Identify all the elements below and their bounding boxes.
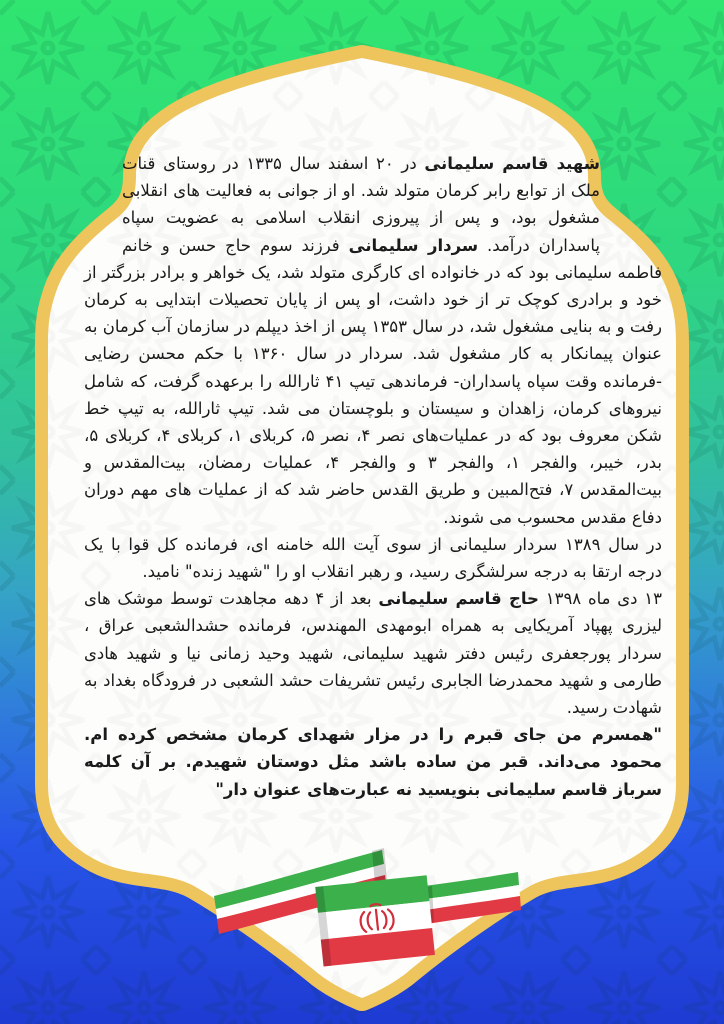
biography-text [84,150,662,803]
text-segment: بعد از ۴ دهه مجاهدت توسط موشک های لیزری پهپاد آمریکایی به همراه ابومهدی المهندس، فرمانده حشدالشعبی عراق ، سردار پورجعفری رئیس دفتر شهید سلیمانی، شهید وحید زمانی نیا و شهید هادی طارمی و شهید محمدرضا الجابری رئیس تشریفات حشد الشعبی در فرودگاه بغداد به شهادت رسید. [84,589,662,718]
bio-paragraph [84,150,662,531]
bio-paragraph [84,721,662,803]
frame-shape-spacer-left [84,150,122,232]
text-segment: شهید قاسم سلیمانی [424,154,601,173]
text-segment: ۱۳ دی ماه ۱۳۹۸ [538,589,663,609]
text-segment: حاج قاسم سلیمانی [378,589,539,609]
text-segment: "همسرم من جای قبرم را در مزار شهدای کرمان مشخص کرده ام. محمود می‌داند. قبر من ساده باشد مثل دوستان شهیدم. بر آن کلمه سرباز قاسم سلیمانی بنویسید نه عبارت‌های عنوان دار" [84,725,662,799]
text-segment: در سال ۱۳۸۹ سردار سلیمانی از سوی آیت الله خامنه ای، فرمانده کل قوا با یک درجه ارتقا به درجه سرلشگری رسید، و رهبر انقلاب او را "شهید زنده" نامید. [84,534,662,582]
iran-flag-panel [315,875,435,966]
text-segment: در ۲۰ اسفند سال ۱۳۳۵ در روستای قنات ملک از توابع رابر کرمان متولد شد. او از جوانی به فعالیت های انقلابی مشغول بود، و پس از پیروزی انقلاب اسلامی به عضویت سپاه پاسداران درآمد. [122,154,600,255]
text-segment: سردار سلیمانی [348,235,479,255]
bio-paragraph [84,531,662,585]
text-segment: فرزند سوم حاج حسن و خانم فاطمه سلیمانی بود که در خانواده ای کارگری متولد شد، یک خواهر و برادر بزرگتر از خود و برادری کوچک تر از خود داشت، او پس از پایان تحصیلات ابتدایی به کرمان رفت و به بنایی مشغول شد، در سال ۱۳۵۳ پس از اخذ دیپلم در سازمان آب کرمان به عنوان پیمانکار به کار مشغول شد. سردار در سال ۱۳۶۰ با حکم محسن رضایی -فرمانده وقت سپاه پاسداران- فرماندهی تیپ ۴۱ ثارالله را برعهده گرفت، که شامل نیروهای کرمان، زاهدان و سیستان و بلوچستان می شد. تیپ ثارالله، به تیپ خط شکن معروف بود که در عملیات‌های نصر ۴، نصر ۵، کربلای ۱، کربلای ۴، کربلای ۵، بدر، خیبر، والفجر ۱، والفجر ۳ و والفجر ۴، عملیات رمضان، بیت‌المقدس و بیت‌المقدس ۷، فتح‌المبین و طریق القدس حاضر شد که از عملیات های مهم دوران دفاع مقدس محسوب می شوند. [84,235,662,527]
frame-shape-spacer-right [600,150,662,232]
bio-paragraph [84,585,662,721]
